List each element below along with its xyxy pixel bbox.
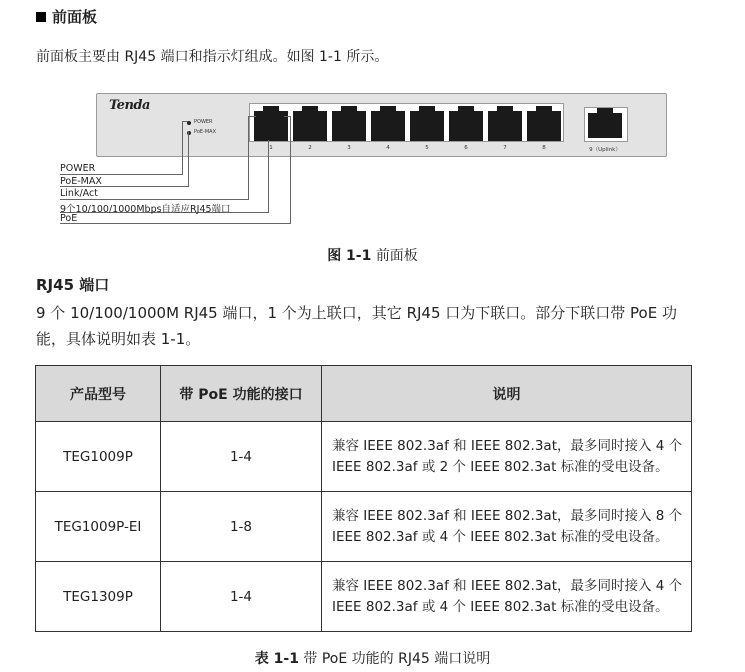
table-row xyxy=(36,562,692,632)
cell-description xyxy=(322,562,692,632)
leader-line-poe-max-v xyxy=(188,131,189,187)
cell-model: TEG1009P xyxy=(36,422,161,492)
port-number-5: 5 xyxy=(425,145,429,151)
header-model: 产品型号 xyxy=(36,366,161,422)
leader-line-ports-v xyxy=(268,140,269,213)
rj45-description: 9 个 10/100/1000M RJ45 端口，1 个为上联口，其它 RJ45 口为下联口。部分下联口带 PoE 功能，具体说明如表 1-1。 xyxy=(36,304,677,348)
uplink-label: 9（Uplink） xyxy=(589,147,621,153)
table-row xyxy=(36,422,692,492)
led-label-power: POWER xyxy=(194,119,213,125)
callout-rj45-ports: 9个10/100/1000Mbps自适应RJ45端口 xyxy=(60,204,231,215)
cell-ports: 1-4 xyxy=(161,422,322,492)
rj45-port-7 xyxy=(488,111,522,141)
section-heading-text: 前面板 xyxy=(52,8,98,26)
leader-line-poe-h xyxy=(284,116,291,117)
callout-poe-max: PoE-MAX xyxy=(60,176,102,187)
description-line: IEEE 802.3af 或 4 个 IEEE 802.3at 标准的受电设备。 xyxy=(332,598,669,615)
table-caption-text: 带 PoE 功能的 RJ45 端口说明 xyxy=(303,651,491,667)
description-line: IEEE 802.3af 或 2 个 IEEE 802.3at 标准的受电设备。 xyxy=(332,458,669,475)
cell-description xyxy=(322,492,692,562)
rj45-heading: RJ45 端口 xyxy=(36,276,110,294)
rj45-port-5 xyxy=(410,111,444,141)
port-number-7: 7 xyxy=(503,145,507,151)
port-number-2: 2 xyxy=(308,145,312,151)
cell-description xyxy=(322,422,692,492)
table-caption-prefix: 表 1-1 xyxy=(254,651,299,667)
rj45-port-uplink xyxy=(588,113,622,138)
callout-poe: PoE xyxy=(60,213,78,224)
cell-model: TEG1309P xyxy=(36,562,161,632)
table-caption xyxy=(0,648,745,668)
port-number-3: 3 xyxy=(347,145,351,151)
leader-line-link xyxy=(60,199,248,200)
leader-line-power xyxy=(60,174,182,175)
rj45-port-4 xyxy=(371,111,405,141)
leader-line-poe-v xyxy=(290,116,291,224)
description-line: IEEE 802.3af 或 4 个 IEEE 802.3at 标准的受电设备。 xyxy=(332,528,669,545)
brand-logo: Tenda xyxy=(109,98,150,113)
square-bullet-icon xyxy=(36,12,46,22)
figure-caption-text: 前面板 xyxy=(375,248,418,264)
port-number-6: 6 xyxy=(464,145,468,151)
figure-caption xyxy=(0,245,745,265)
intro-text: 前面板主要由 RJ45 端口和指示灯组成。如图 1-1 所示。 xyxy=(36,49,389,65)
rj45-port-3 xyxy=(332,111,366,141)
header-description: 说明 xyxy=(322,366,692,422)
led-label-poe-max: PoE-MAX xyxy=(194,129,217,135)
cell-model: TEG1009P-EI xyxy=(36,492,161,562)
leader-line-power-h xyxy=(182,121,188,122)
cell-ports: 1-4 xyxy=(161,562,322,632)
header-poe-ports: 带 PoE 功能的接口 xyxy=(161,366,322,422)
port-number-1: 1 xyxy=(269,145,273,151)
rj45-port-8 xyxy=(527,111,561,141)
cell-ports: 1-8 xyxy=(161,492,322,562)
figure-caption-prefix: 图 1-1 xyxy=(327,248,372,264)
leader-line-link-v xyxy=(248,116,249,200)
table-row xyxy=(36,492,692,562)
section-heading xyxy=(36,6,97,27)
poe-port-table xyxy=(35,365,692,632)
leader-line-link-h xyxy=(248,116,256,117)
callout-link-act: Link/Act xyxy=(60,188,98,199)
leader-line-power-v xyxy=(182,121,183,175)
table-header-row xyxy=(36,366,692,422)
description-line: 兼容 IEEE 802.3af 和 IEEE 802.3at，最多同时接入 4 个 xyxy=(332,437,683,454)
rj45-port-1 xyxy=(254,111,288,141)
rj45-port-2 xyxy=(293,111,327,141)
port-number-4: 4 xyxy=(386,145,390,151)
leader-line-poe xyxy=(60,223,290,224)
rj45-port-6 xyxy=(449,111,483,141)
callout-power: POWER xyxy=(60,163,96,174)
port-number-8: 8 xyxy=(542,145,546,151)
description-line: 兼容 IEEE 802.3af 和 IEEE 802.3at，最多同时接入 8 个 xyxy=(332,507,683,524)
description-line: 兼容 IEEE 802.3af 和 IEEE 802.3at，最多同时接入 4 个 xyxy=(332,577,683,594)
